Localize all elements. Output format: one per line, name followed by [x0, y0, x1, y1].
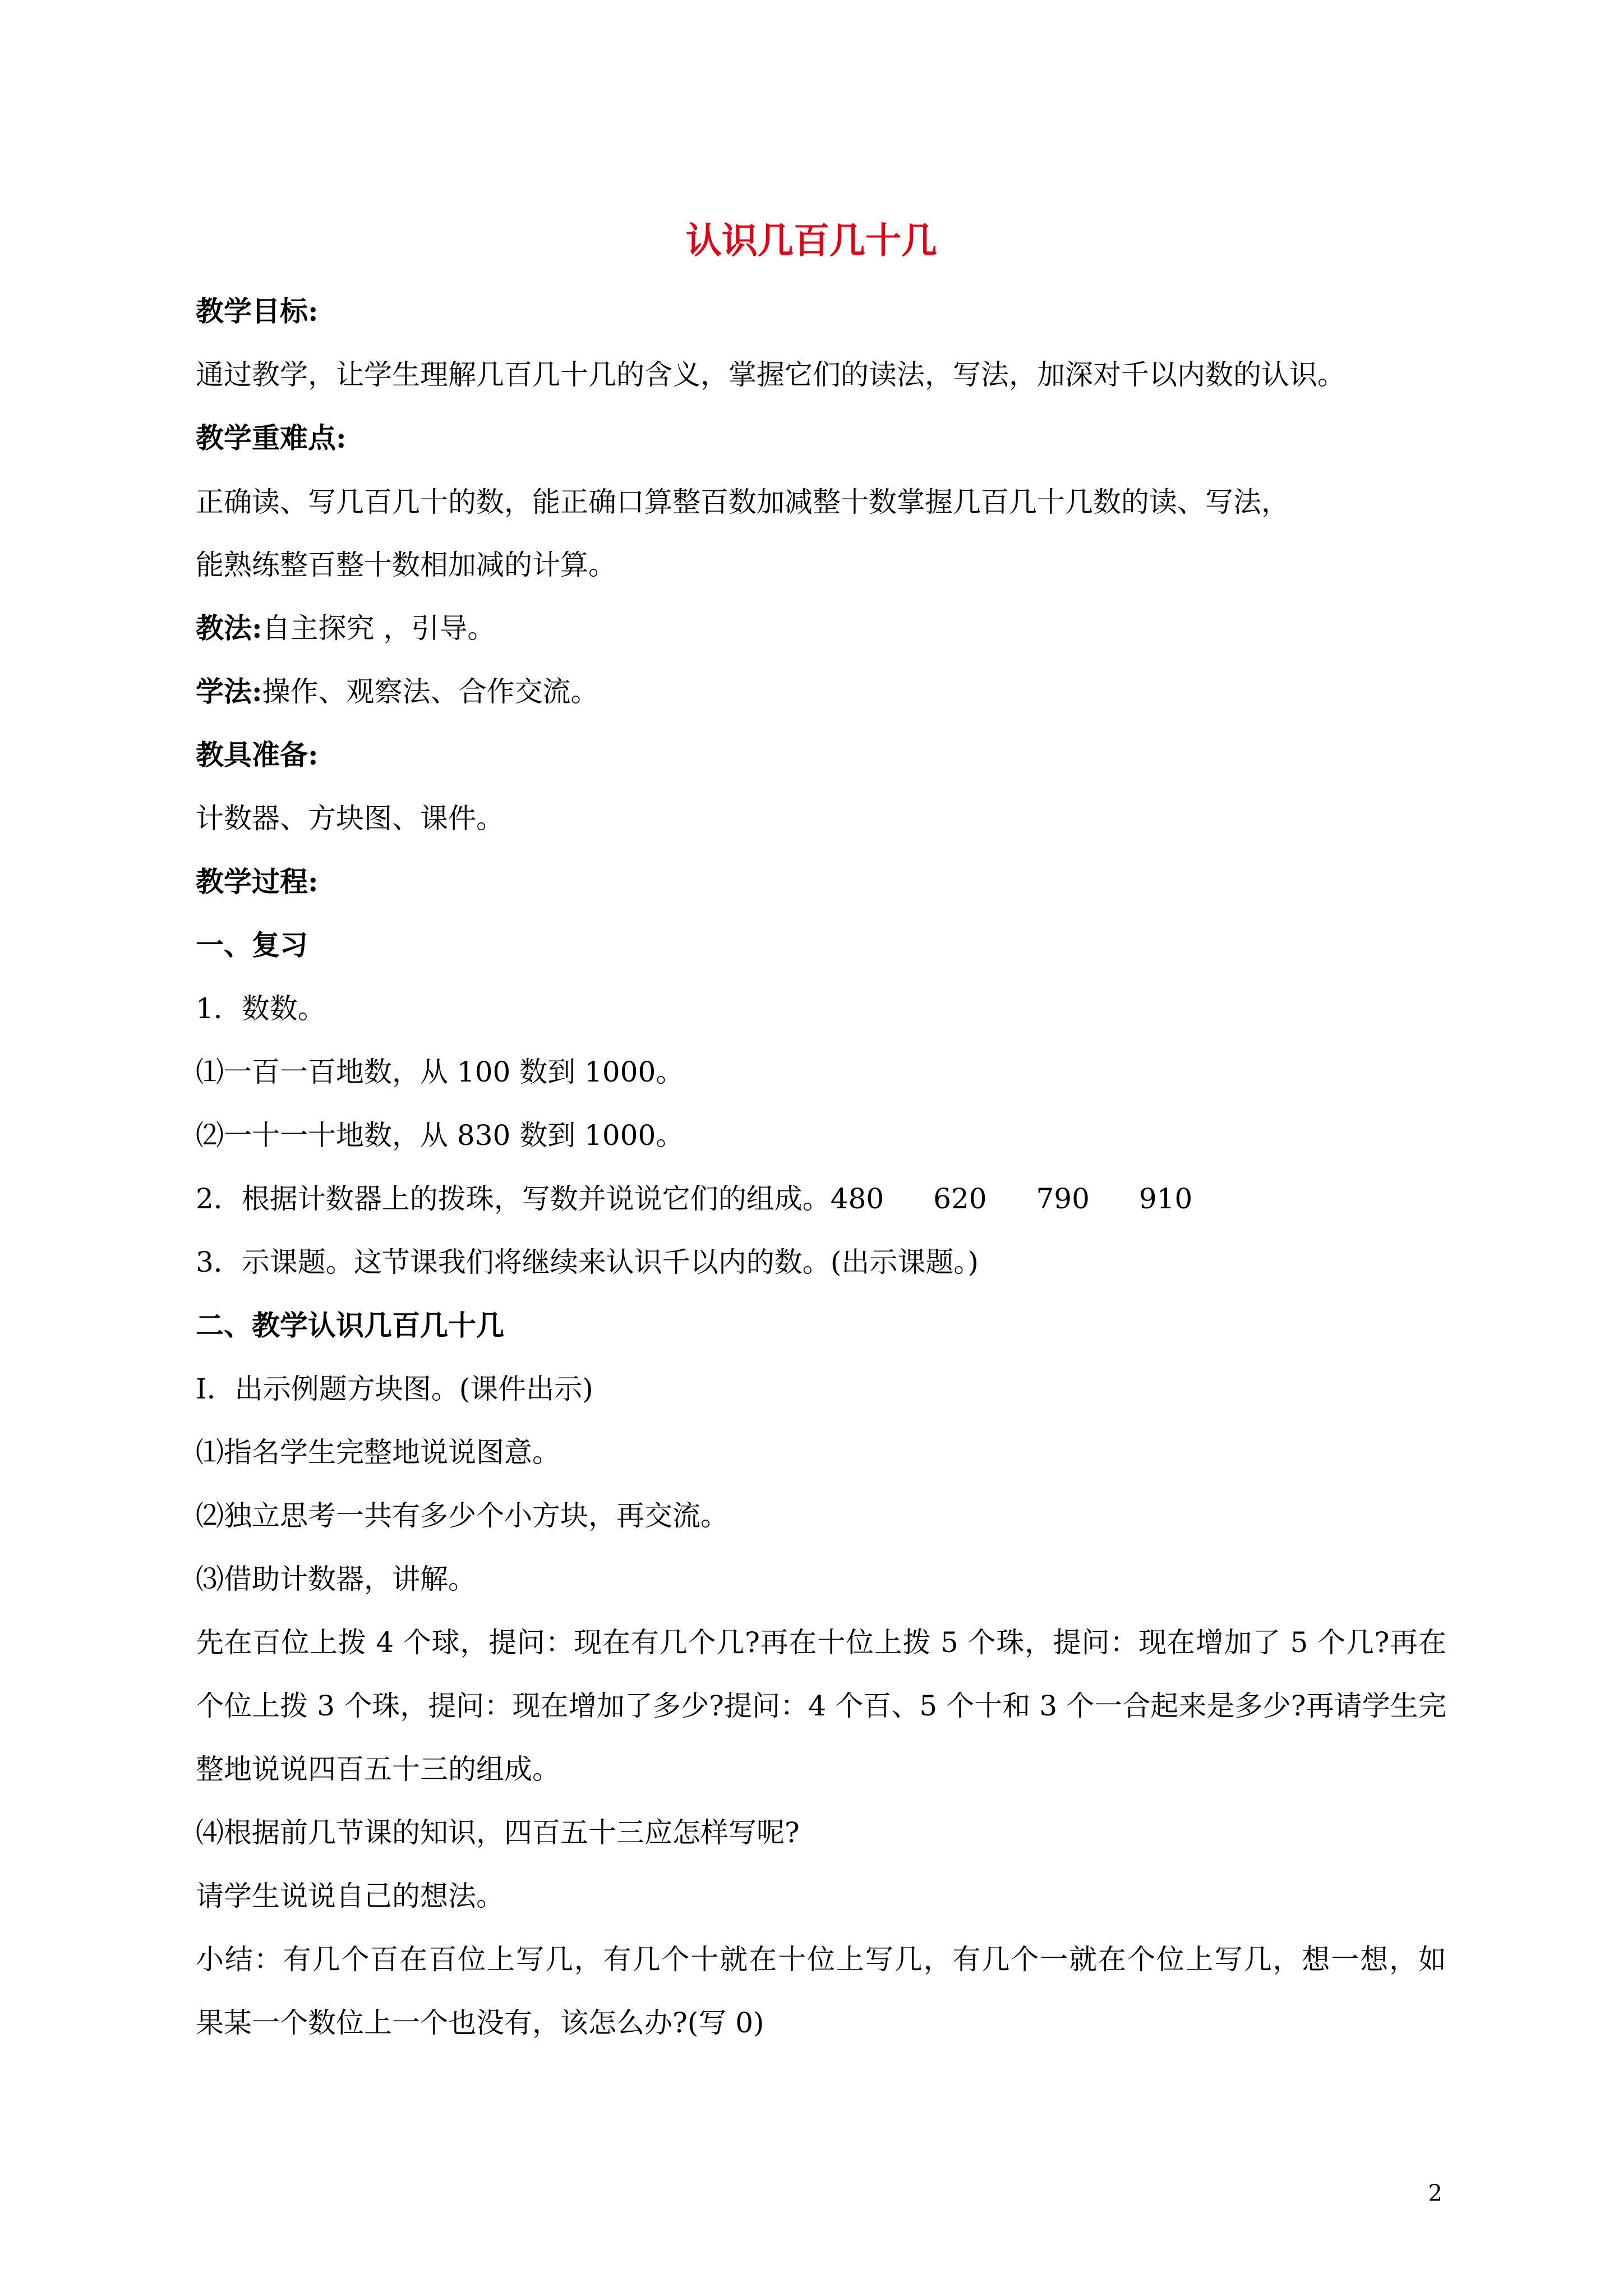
summary-line-2: 果某一个数位上一个也没有，该怎么办?(写 0) [196, 2007, 764, 2039]
teaching-method [196, 609, 1446, 648]
section-1-heading: 一、复习 [196, 928, 308, 961]
page-title: 认识几百几十几 [686, 220, 937, 262]
process-heading: 教学过程: [196, 865, 319, 898]
tools-heading: 教具准备: [196, 738, 319, 771]
section-2-sub-4-follow: 请学生说说自己的想法。 [196, 1880, 504, 1912]
section-2-sub-3: ⑶借助计数器，讲解。 [196, 1563, 476, 1595]
learning-method-text: 操作、观察法、合作交流。 [262, 675, 599, 708]
section-1-item-3: 3．示课题。这节课我们将继续来认识千以内的数。(出示课题。) [196, 1246, 979, 1278]
section-1-number: 910 [1138, 1182, 1193, 1215]
page-number: 2 [1428, 2180, 1442, 2206]
section-2-sub-2: ⑵独立思考一共有多少个小方块，再交流。 [196, 1499, 728, 1532]
summary-line-1: 小结：有几个百在百位上写几，有几个十就在十位上写几，有几个一就在个位上写几，想一想，如 [196, 1943, 1446, 1976]
section-1-item-1b: ⑵一十一十地数，从 830 数到 1000。 [196, 1119, 684, 1152]
learning-method [196, 672, 1446, 711]
teaching-method-label: 教法: [196, 611, 262, 645]
section-2-paragraph-line-3: 整地说说四百五十三的组成。 [196, 1753, 560, 1786]
section-1-item-2 [196, 1179, 1446, 1218]
section-1-number: 620 [933, 1182, 987, 1215]
section-2-item-1: I．出示例题方块图。(课件出示) [196, 1373, 593, 1405]
section-2-heading: 二、教学认识几百几十几 [196, 1309, 504, 1342]
section-1-item-1: 1．数数。 [196, 992, 326, 1025]
section-1-number: 790 [1036, 1182, 1090, 1215]
key-points-line-2: 能熟练整百整十数相加减的计算。 [196, 549, 616, 581]
tools-text: 计数器、方块图、课件。 [196, 802, 504, 835]
key-points-heading: 教学重难点: [196, 421, 347, 454]
section-2-sub-4: ⑷根据前几节课的知识，四百五十三应怎样写呢? [196, 1816, 800, 1849]
section-2-paragraph-line-1: 先在百位上拨 4 个球，提问：现在有几个几?再在十位上拨 5 个珠，提问：现在增加了 5 个几?再在 [196, 1626, 1446, 1659]
section-2-paragraph-line-2: 个位上拨 3 个珠，提问：现在增加了多少?提问：4 个百、5 个十和 3 个一合起来是多少?再请学生完 [196, 1690, 1446, 1722]
learning-method-label: 学法: [196, 675, 262, 708]
section-2-sub-1: ⑴指名学生完整地说说图意。 [196, 1436, 560, 1469]
key-points-line-1: 正确读、写几百几十的数，能正确口算整百数加减整十数掌握几百几十几数的读、写法， [196, 486, 1289, 518]
goals-heading: 教学目标: [196, 295, 319, 328]
section-1-item-1a: ⑴一百一百地数，从 100 数到 1000。 [196, 1056, 684, 1088]
section-1-item-2-text: 2．根据计数器上的拨珠，写数并说说它们的组成。480 [196, 1182, 884, 1215]
goals-text: 通过教学，让学生理解几百几十几的含义，掌握它们的读法，写法，加深对千以内数的认识。 [196, 358, 1345, 391]
teaching-method-text: 自主探究 ，引导。 [262, 612, 496, 645]
